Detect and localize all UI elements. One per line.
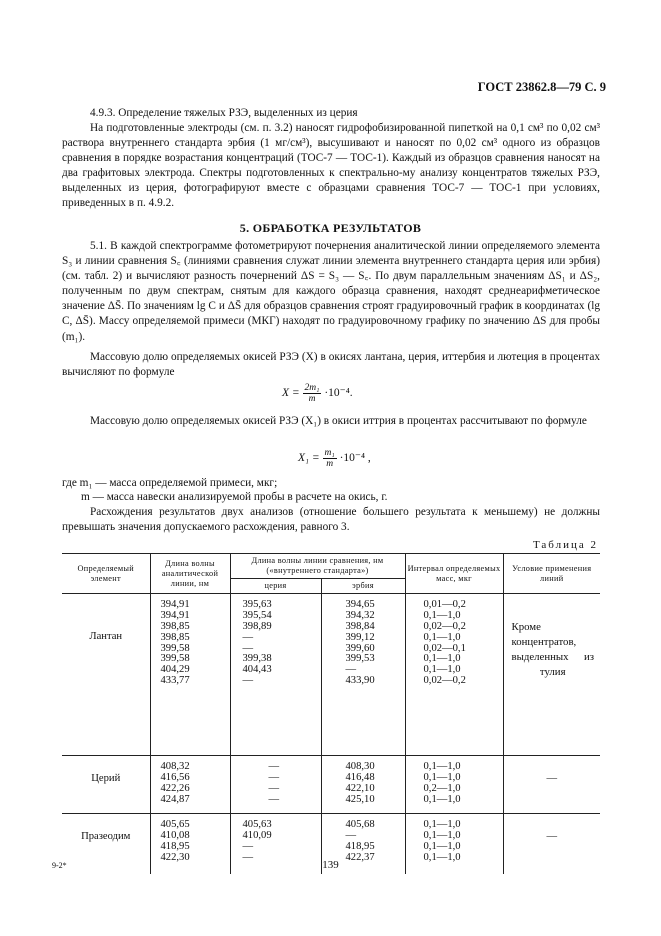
header-erbium: эрбия: [321, 579, 405, 594]
table-cell-value: 0,1—1,0: [423, 653, 461, 665]
table-cell-value: 394,32: [345, 609, 375, 621]
table-row-group-lanthanum: [62, 594, 600, 756]
wavelength-list: [161, 820, 230, 864]
section-5-1-text: 5.1. В каждой спектрограмме фотометрируют почернения аналитической линии определяемого элемента S₃ и линии сравнения S꜀ (линиями сравнения служат линии элемента внутреннего стандарта церия или эрбия) (см. табл. 2) и вычисляют разность почернений ΔS = S₃ — S꜀. По двум параллельным значениям ΔS₁ и ΔS₂, полученным по двум спектрам, снятым для каждого образца сравнения, находят среднеарифметическое значение ΔS̄. По значениям lg C и ΔS̄ для образцов сравнения строят градуировочный график в координатах (lg C, ΔS̄). Массу определяемой примеси (МКГ) находят по градуировочному графику по значению ΔS для пробы (m₁).: [62, 240, 600, 343]
cell-erbium: [321, 594, 405, 756]
table-cell-value: —: [268, 782, 280, 794]
formula-x-rest: ·10⁻⁴.: [324, 387, 353, 400]
table-cell-value: 0,1—1,0: [423, 851, 461, 863]
table-cell-value: —: [242, 631, 254, 643]
cerium-list: [243, 820, 321, 864]
table-cell-value: —: [345, 829, 357, 841]
table-cell-value: 416,48: [345, 771, 375, 783]
table-cell-value: 0,02—0,2: [423, 675, 466, 687]
table-cell-value: —: [242, 840, 254, 852]
interval-list: [424, 600, 503, 687]
table-cell-value: 399,60: [345, 642, 375, 654]
table-cell-value: 418,95: [345, 840, 375, 852]
formula-x1-lhs: X₁ =: [298, 452, 320, 465]
section-5-title: 5. ОБРАБОТКА РЕЗУЛЬТАТОВ: [239, 221, 422, 235]
table-cell-value: 422,10: [345, 782, 375, 794]
table-cell-value: 395,63: [242, 599, 272, 610]
table-cell-value: 433,90: [345, 675, 375, 687]
wavelength-list: [161, 600, 230, 687]
table-cell-value: 408,32: [160, 761, 190, 772]
interval-list: [424, 762, 503, 806]
table-cell-value: 0,2—1,0: [423, 782, 461, 794]
cell-element: Лантан: [62, 594, 150, 756]
cell-interval: [405, 756, 503, 814]
cerium-list: [243, 600, 321, 687]
cell-condition: —: [503, 756, 600, 814]
table-cell-value: 394,65: [345, 599, 375, 610]
discrepancy-text: Расхождения результатов двух анализов (отношение большего результата к меньшему) не должны превышать значения допускаемого расхождения, равного 3.: [62, 506, 600, 534]
table-cell-value: 0,02—0,1: [423, 642, 466, 654]
header-conditions: Условие применения линий: [503, 554, 600, 594]
erbium-list: [346, 820, 405, 864]
table-cell-value: 0,01—0,2: [423, 599, 466, 610]
cell-condition: —: [503, 814, 600, 874]
table-cell-value: 422,30: [160, 851, 190, 863]
footer-signature-mark: 9-2*: [52, 861, 67, 870]
table-cell-value: 422,26: [160, 782, 190, 794]
header-element: Определяемый элемент: [62, 554, 150, 594]
table-cell-value: 0,1—1,0: [423, 609, 461, 621]
table-cell-value: 404,43: [242, 664, 272, 676]
table-cell-value: 416,56: [160, 771, 190, 783]
table-cell-value: —: [242, 642, 254, 654]
table-cell-value: 424,87: [160, 793, 190, 805]
header-cerium: церия: [230, 579, 321, 594]
table-cell-value: 398,85: [160, 631, 190, 643]
table-cell-value: 418,95: [160, 840, 190, 852]
table-cell-value: 404,29: [160, 664, 190, 676]
cell-cerium: [230, 594, 321, 756]
table-cell-value: 405,68: [345, 819, 375, 830]
table-cell-value: 0,1—1,0: [423, 840, 461, 852]
table-cell-value: 0,1—1,0: [423, 761, 461, 772]
cell-cerium: [230, 756, 321, 814]
formula-x1-numerator: m₁: [324, 448, 335, 458]
spectral-lines-table: [62, 553, 600, 874]
section-4-9-3-heading: 4.9.3. Определение тяжелых РЗЭ, выделенных из церия: [90, 107, 358, 119]
cell-wavelengths: [150, 756, 230, 814]
table-cell-value: —: [268, 771, 280, 783]
where-m1: где m₁ — масса определяемой примеси, мкг;: [62, 477, 278, 489]
table-cell-value: 405,65: [160, 819, 190, 830]
table-cell-value: 398,89: [242, 620, 272, 632]
header-wavelength: Длина волны аналитической линии, нм: [150, 554, 230, 594]
table-cell-value: —: [268, 761, 280, 772]
table-cell-value: 0,1—1,0: [423, 829, 461, 841]
table-cell-value: 399,12: [345, 631, 375, 643]
formula-x1-rest: ·10⁻⁴ ,: [339, 452, 371, 465]
table-cell-value: 425,10: [345, 793, 375, 805]
table-cell-value: 410,08: [160, 829, 190, 841]
erbium-list: [346, 762, 405, 806]
table-cell-value: 422,37: [345, 851, 375, 863]
formula-x-numerator: 2m₁: [304, 383, 320, 393]
cell-interval: [405, 594, 503, 756]
formula-intro-x1: Массовую долю определяемых окисей РЗЭ (X₁) в окиси иттрия в процентах рассчитывают по формуле: [90, 415, 587, 427]
table-caption: Таблица 2: [532, 539, 598, 551]
document-header: ГОСТ 23862.8—79 С. 9: [477, 80, 606, 94]
table-row-group-cerium: [62, 756, 600, 814]
formula-x-fraction: [303, 383, 322, 404]
formula-x1: [298, 448, 371, 469]
cerium-list: [269, 762, 321, 806]
page-number: 139: [322, 859, 339, 871]
table-cell-value: 398,85: [160, 620, 190, 632]
table-cell-value: 0,1—1,0: [423, 664, 461, 676]
table-cell-value: —: [242, 851, 254, 863]
formula-x1-fraction: [323, 448, 337, 469]
table-cell-value: —: [242, 675, 254, 687]
table-cell-value: —: [345, 664, 357, 676]
cell-element: Церий: [62, 756, 150, 814]
table-cell-value: 399,58: [160, 642, 190, 654]
table-cell-value: —: [268, 793, 280, 805]
table-cell-value: 394,91: [160, 609, 190, 621]
formula-x: [282, 383, 353, 404]
table-cell-value: 0,1—1,0: [423, 631, 461, 643]
table-cell-value: 399,58: [160, 653, 190, 665]
header-reference-group: Длина волны линии сравнения, нм («внутреннего стандарта»): [230, 554, 405, 579]
erbium-list: [346, 600, 405, 687]
table-cell-value: 0,1—1,0: [423, 771, 461, 783]
table-cell-value: 405,63: [242, 819, 272, 830]
cell-element: Празеодим: [62, 814, 150, 874]
table-cell-value: 408,30: [345, 761, 375, 772]
table-cell-value: 0,1—1,0: [423, 793, 461, 805]
cell-condition: Кроме концентратов, выделенных из тулия: [503, 594, 600, 756]
wavelength-list: [161, 762, 230, 806]
interval-list: [424, 820, 503, 864]
formula-intro-x: Массовую долю определяемых окисей РЗЭ (X) в окисях лантана, церия, иттербия и лютеция в процентах вычисляют по формуле: [62, 351, 600, 379]
formula-x-lhs: X =: [282, 387, 300, 400]
table-cell-value: 433,77: [160, 675, 190, 687]
table-cell-value: 399,38: [242, 653, 272, 665]
where-m: m — масса навески анализируемой пробы в расчете на окись, г.: [81, 491, 388, 503]
cell-erbium: [321, 756, 405, 814]
section-4-9-3-text: На подготовленные электроды (см. п. 3.2) наносят гидрофобизированной пипеткой на 0,1 см³ по 0,02 см³ раствора внутреннего стандарта эрбия (1 мг/см³), высушивают и наносят по 0,02 см³ одного из образцов сравнения в порядке возрастания концентраций (ТОС-7 — ТОС-1). Каждый из образцов сравнения наносят на два графитовых электрода. Спектры подготовленных к спектрально-му анализу концентратов тяжелых РЗЭ, выделенных из церия, фотографируют вместе с образцами сравнения ТОС-7 — ТОС-1 при условиях, приведенных в п. 4.9.2.: [62, 122, 600, 210]
table-cell-value: 0,02—0,2: [423, 620, 466, 632]
formula-x1-denominator: m: [326, 459, 334, 469]
table-cell-value: 410,09: [242, 829, 272, 841]
table-cell-value: 394,91: [160, 599, 190, 610]
formula-x-denominator: m: [308, 394, 316, 404]
table-cell-value: 398,84: [345, 620, 375, 632]
table-cell-value: 0,1—1,0: [423, 819, 461, 830]
table-cell-value: 399,53: [345, 653, 375, 665]
table-cell-value: 395,54: [242, 609, 272, 621]
cell-wavelengths: [150, 594, 230, 756]
header-interval: Интервал определяемых масс, мкг: [405, 554, 503, 594]
